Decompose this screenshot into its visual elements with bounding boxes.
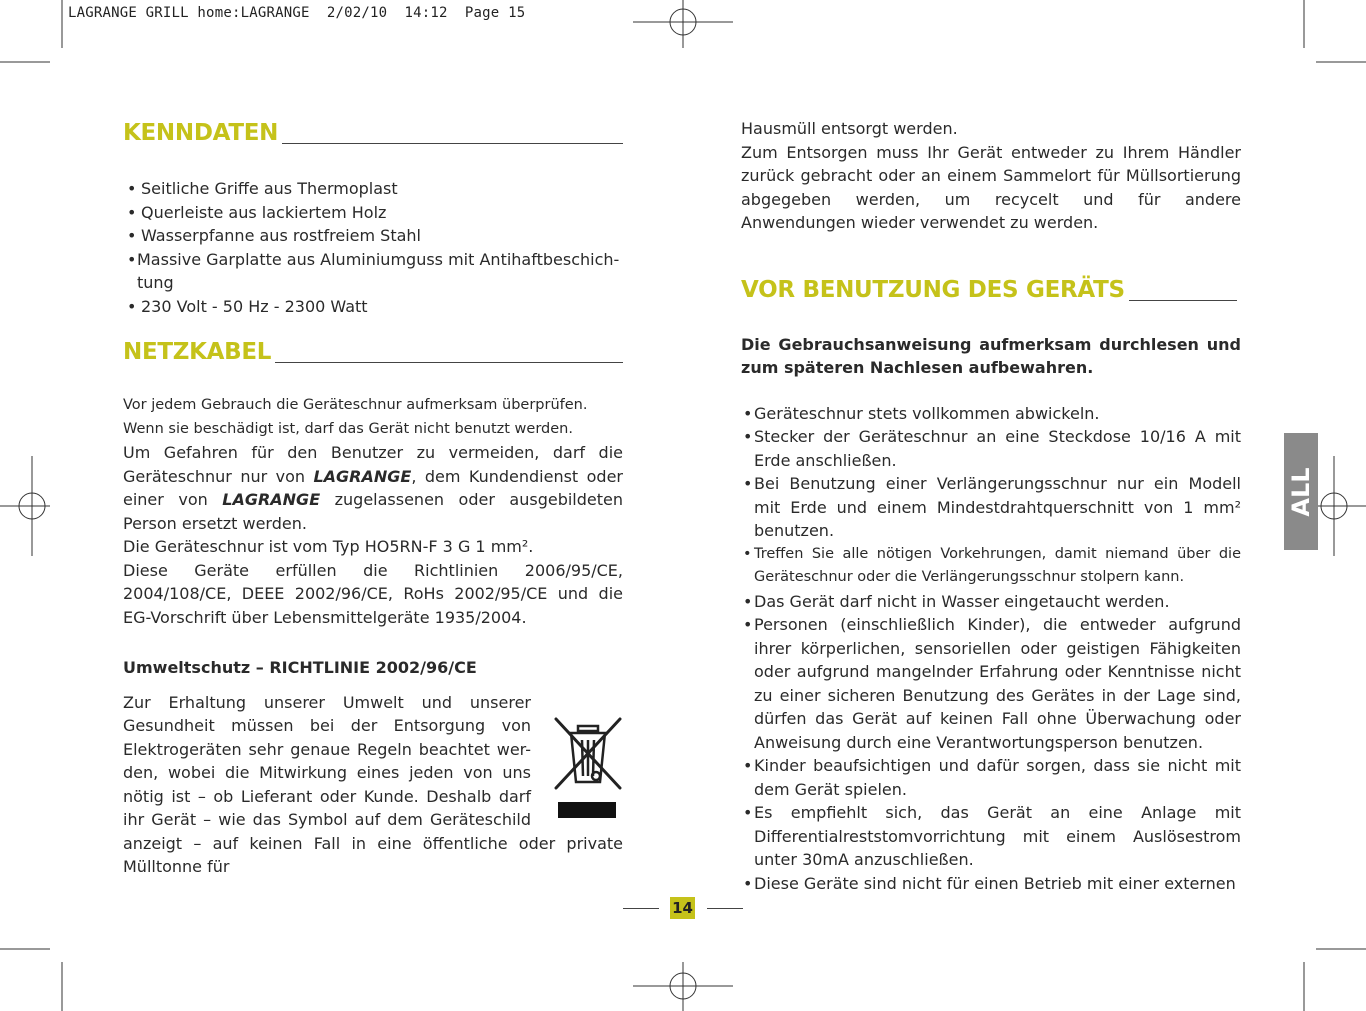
section-heading-netzkabel xyxy=(123,337,623,367)
paragraph: Zur Erhaltung unserer Umwelt und unserer Gesundheit müssen bei der Entsorgung von Elektrogeräten sehr genaue Regeln beachtet wer-den, wobei die Mitwirkung eines jeden von uns nötig ist – ob Lieferant oder Kunde. Deshalb darf ihr Gerät – wie das Symbol auf dem Geräteschild anzeigt – auf keinen Fall in eine öffentliche oder private Mülltonne für xyxy=(123,692,623,876)
list-item: • Diese Geräte sind nicht für einen Betrieb mit einer externen xyxy=(741,872,1241,896)
brand-name: LAGRANGE xyxy=(222,490,321,509)
vor-benutzung-title: VOR BENUTZUNG DES GERÄTS xyxy=(741,276,1125,303)
brand-name: LAGRANGE xyxy=(313,466,412,486)
kenndaten-title: KENNDATEN xyxy=(123,120,279,146)
list-item: • Stecker der Geräteschnur an eine Steckdose 10/16 A mit Erde anschließen. xyxy=(741,425,1241,472)
heading-rule xyxy=(1129,300,1237,301)
crossed-out-wheelie-bin-icon xyxy=(553,716,623,821)
list-item: • Seitliche Griffe aus Thermoplast xyxy=(123,177,623,201)
section-heading-kenndaten xyxy=(123,118,623,148)
list-item: • Querleiste aus lackiertem Holz xyxy=(123,201,623,225)
text: Um Gefahren für den Benutzer zu vermeiden, darf die Geräteschnur nur von xyxy=(123,443,623,486)
list-item: • Das Gerät darf nicht in Wasser eingetaucht werden. xyxy=(741,590,1241,614)
list-item: • 230 Volt - 50 Hz - 2300 Watt xyxy=(123,295,623,319)
left-column xyxy=(123,118,623,879)
intro-paragraph: Die Gebrauchsanweisung aufmerksam durchlesen und zum späteren Nachlesen aufbewahren. xyxy=(741,334,1241,377)
list-item: • Kinder beaufsichtigen und dafür sorgen, dass sie nicht mit dem Gerät spielen. xyxy=(741,754,1241,801)
paragraph: Vor jedem Gebrauch die Geräteschnur aufmerksam überprüfen. xyxy=(123,397,588,413)
paragraph: Diese Geräte erfüllen die Richtlinien 2006/95/CE, 2004/108/CE, DEEE 2002/96/CE, RoHs 2002/95/CE und die EG-Vorschrift über Lebensmittelgeräte 1935/2004. xyxy=(123,560,623,627)
print-slug: LAGRANGE GRILL home:LAGRANGE 2/02/10 14:12 Page 15 xyxy=(68,5,526,21)
list-item: • Es empfiehlt sich, das Gerät an eine Anlage mit Differentialreststomvorrichtung mit einem Auslösestrom unter 30mA anzuschließen. xyxy=(741,801,1241,872)
paragraph: Hausmüll entsorgt werden. xyxy=(741,119,958,138)
list-item: • Massive Garplatte aus Aluminiumguss mit Antihaftbeschich-tung xyxy=(123,248,623,295)
paragraph: Wenn sie beschädigt ist, darf das Gerät nicht benutzt werden. xyxy=(123,420,573,437)
vor-benutzung-list xyxy=(741,402,1241,896)
right-column xyxy=(741,117,1241,895)
heading-rule xyxy=(275,362,623,363)
text: , dem Kundendienst oder einer von xyxy=(123,466,624,509)
footer-rule-right xyxy=(707,908,743,909)
umweltschutz-body xyxy=(123,691,623,879)
page-footer xyxy=(623,897,743,921)
heading-rule xyxy=(282,143,623,144)
section-heading-vor-benutzung xyxy=(741,275,1237,305)
list-item: • Bei Benutzung einer Verlängerungsschnur nur ein Modell mit Erde und einem Mindestdrahtquerschnitt von 1 mm² benutzen. xyxy=(741,472,1241,543)
text: zugelassenen oder ausgebildeten Person ersetzt werden. xyxy=(123,490,624,533)
list-item: • Personen (einschließlich Kinder), die entweder aufgrund ihrer körperlichen, sensoriellen oder geistigen Fähigkeiten oder aufgrund mangelnder Erfahrung oder Kenntnisse nicht zu einer sicheren Benutzung des Gerätes in der Lage sind, dürfen das Gerät auf keinen Fall ohne Überwachung oder Anweisung durch eine Verantwortungsperson benutzen. xyxy=(741,613,1241,754)
language-tab xyxy=(1284,433,1318,550)
page-number: 14 xyxy=(670,897,695,919)
list-item: • Geräteschnur stets vollkommen abwickeln. xyxy=(741,402,1241,426)
paragraph: Die Geräteschnur ist vom Typ HO5RN-F 3 G 1 mm². xyxy=(123,537,534,556)
umweltschutz-title: Umweltschutz – RICHTLINIE 2002/96/CE xyxy=(123,658,477,677)
paragraph: Zum Entsorgen muss Ihr Gerät entweder zu Ihrem Händler zurück gebracht oder an einem Sammelort für Müllsortierung abgegeben werden, um recycelt und für andere Anwendungen wieder verwendet zu werden. xyxy=(741,142,1241,232)
language-tab-label: ALL xyxy=(1287,466,1315,517)
footer-rule-left xyxy=(623,908,659,909)
netzkabel-body xyxy=(123,394,623,629)
list-item: • Treffen Sie alle nötigen Vorkehrungen, damit niemand über die Geräteschnur oder die Verlängerungsschnur stolpern kann. xyxy=(741,543,1241,590)
black-bar xyxy=(558,802,616,818)
list-item: • Wasserpfanne aus rostfreiem Stahl xyxy=(123,224,623,248)
kenndaten-list xyxy=(123,177,623,318)
netzkabel-title: NETZKABEL xyxy=(123,339,272,365)
paragraph xyxy=(123,441,623,535)
